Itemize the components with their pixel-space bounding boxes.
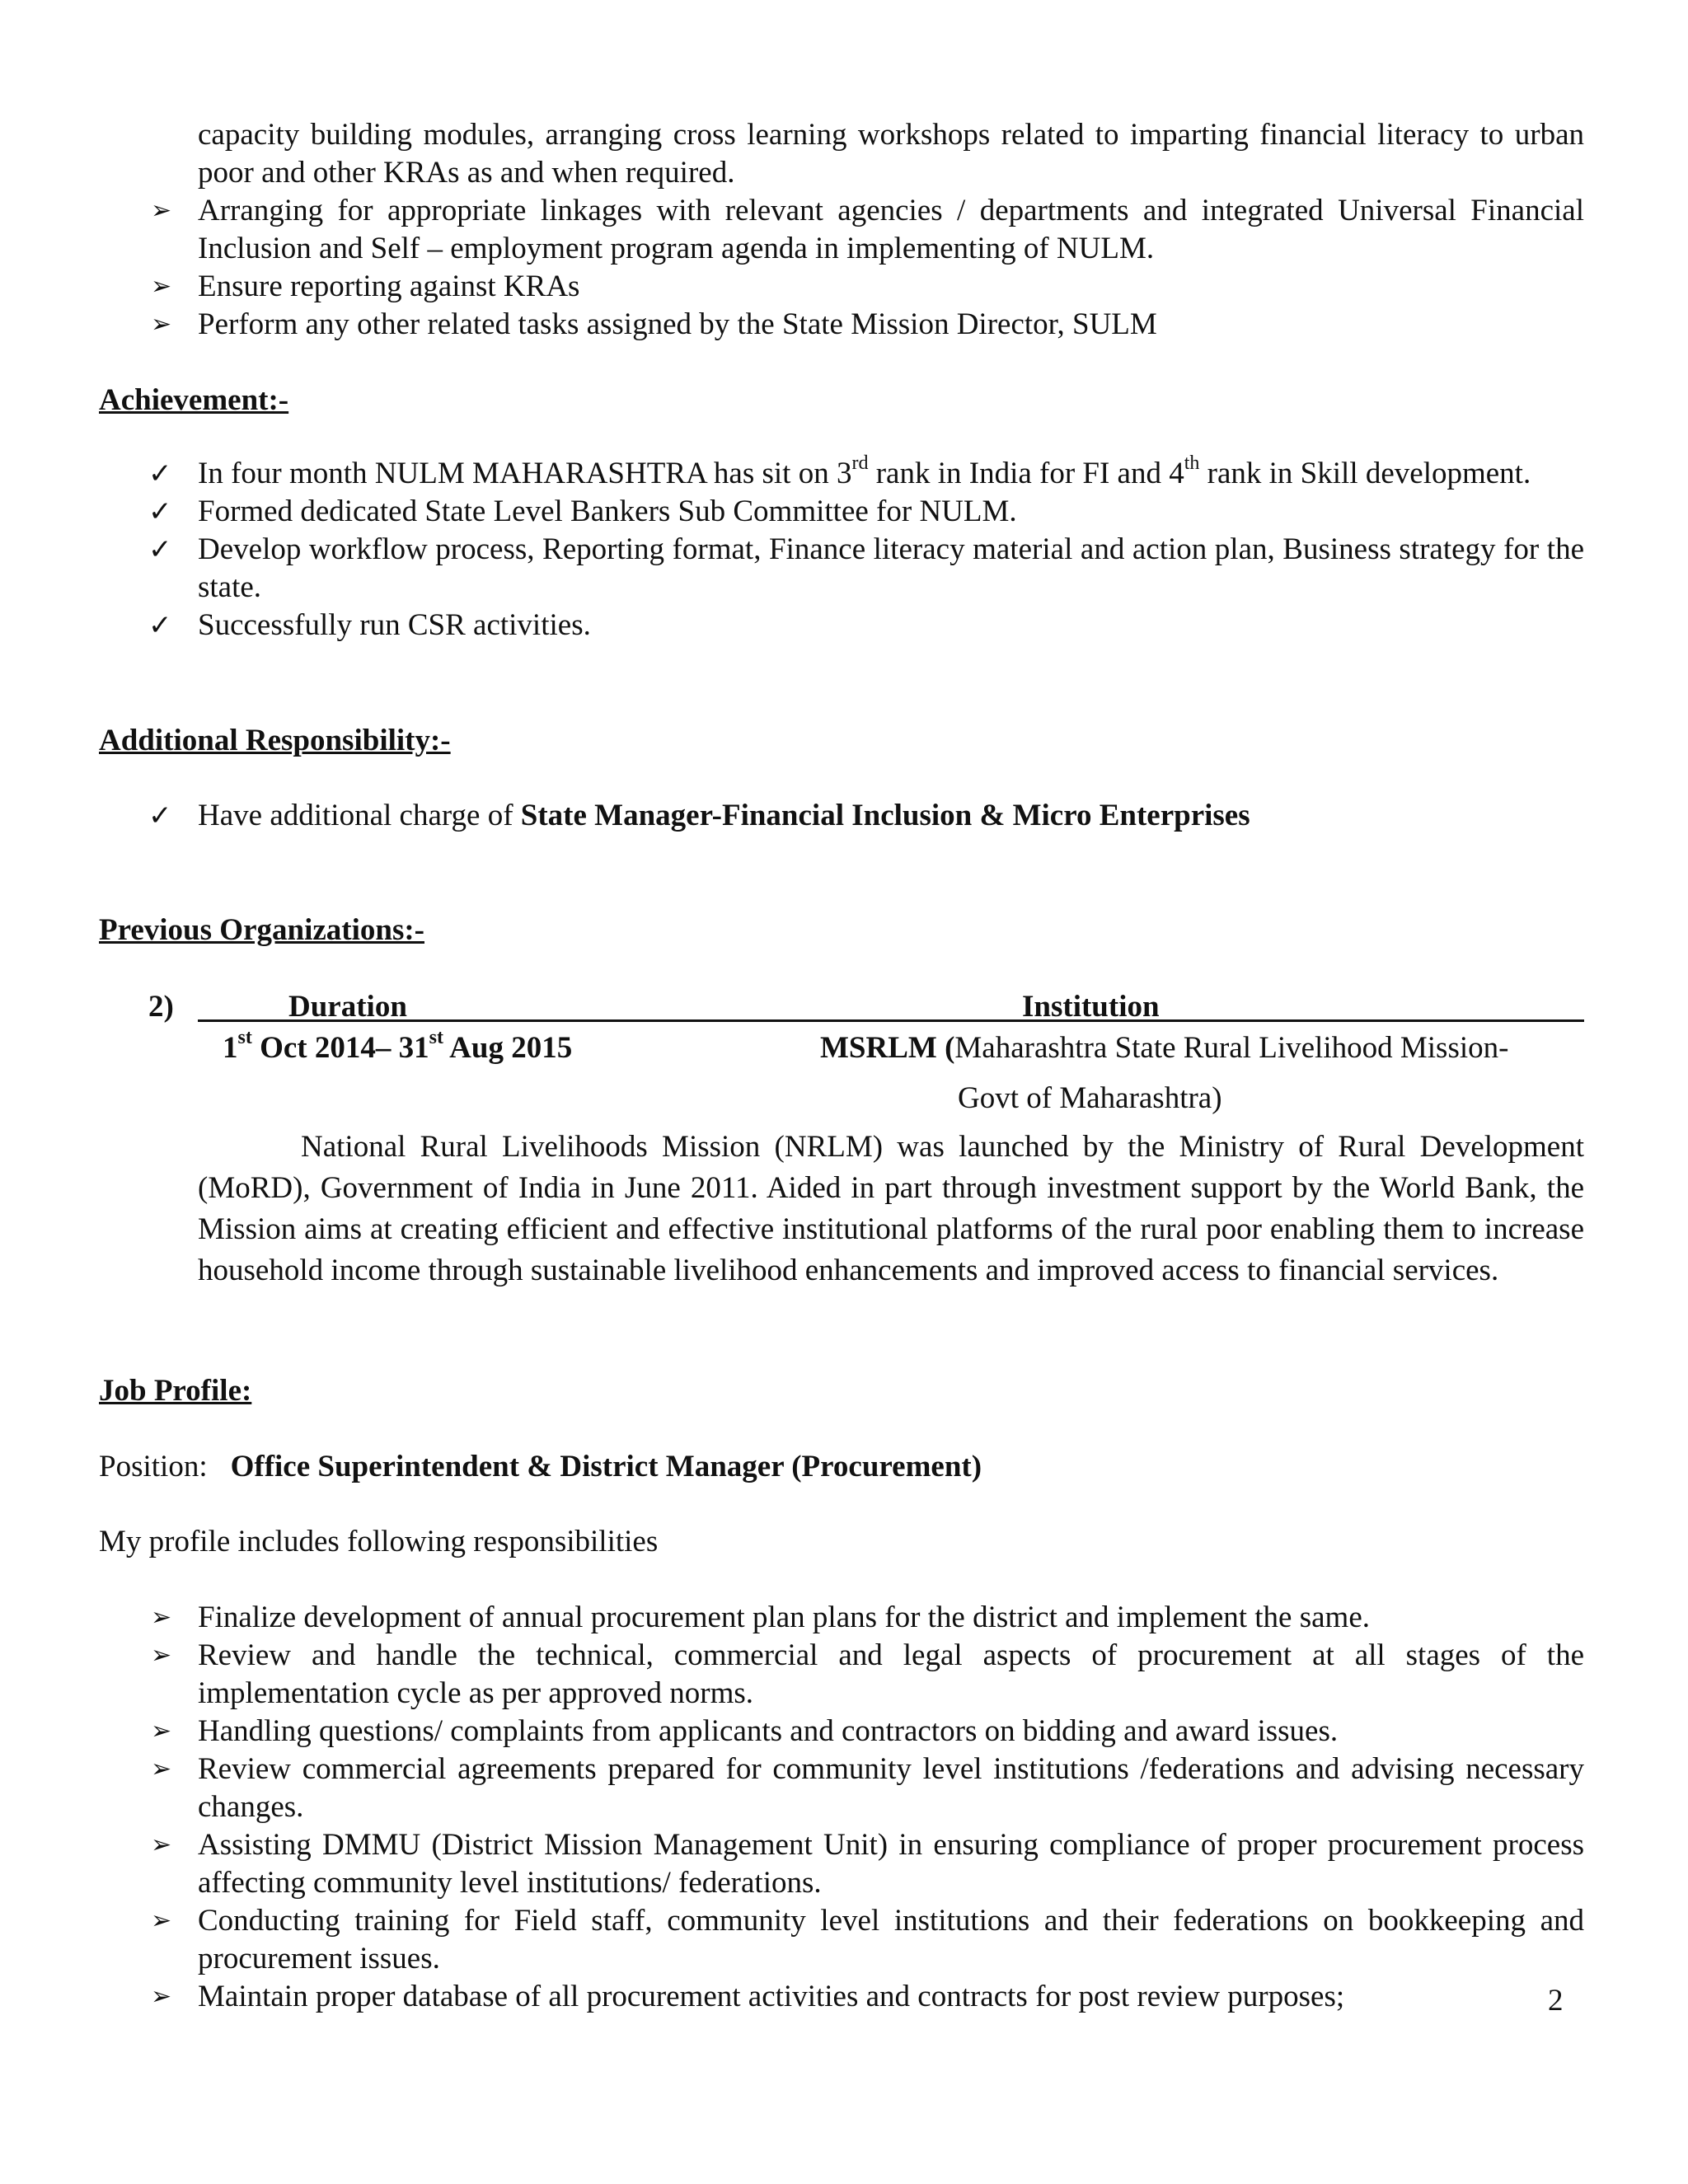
list-item: ➢ Handling questions/ complaints from applicants and contractors on bidding and award issues. [0,1713,1584,1750]
list-item: ✓ Successfully run CSR activities. [0,607,1584,644]
checkmark-bullet-icon: ✓ [148,495,172,528]
arrow-bullet-icon: ➢ [151,1717,172,1746]
list-item: ✓ Develop workflow process, Reporting format, Finance literacy material and action plan, Business strategy for the state. [148,532,1584,604]
list-item: ➢ Review commercial agreements prepared for community level institutions /federations and advising necessary changes. [151,1752,1584,1824]
arrow-bullet-icon: ➢ [151,1755,172,1783]
institution-name: MSRLM (Maharashtra State Rural Livelihood Mission- [820,1031,1509,1065]
list-item: ➢ Finalize development of annual procurement plan plans for the district and implement the same. [0,1599,1584,1637]
arrow-bullet-icon: ➢ [151,1982,172,2011]
arrow-bullet-icon: ➢ [151,1906,172,1935]
list-item: ✓ In four month NULM MAHARASHTRA has sit on 3rd rank in India for FI and 4th rank in Skill development. [0,455,1584,493]
list-item: ➢ Perform any other related tasks assigned by the State Mission Director, SULM [0,306,1584,344]
achievement-heading: Achievement:- [99,383,289,417]
achievement-list [0,452,1688,644]
list-item: ➢ Assisting DMMU (District Mission Management Unit) in ensuring compliance of proper procurement process affecting community level institutions/ federations. [151,1828,1584,1900]
nulm-task-list [0,192,1688,344]
list-item: ➢ Conducting training for Field staff, community level institutions and their federations on bookkeeping and procurement issues. [151,1904,1584,1975]
arrow-bullet-icon: ➢ [151,1641,172,1670]
list-item: ✓ Formed dedicated State Level Bankers Sub Committee for NULM. [0,493,1584,531]
intro-continuation: capacity building modules, arranging cross learning workshops related to imparting financial literacy to urban poor and other KRAs as and when required. [198,118,1584,190]
arrow-bullet-icon: ➢ [151,310,172,339]
list-item: ✓ Have additional charge of State Manager-Financial Inclusion & Micro Enterprises [0,797,1584,835]
nrlm-description: National Rural Livelihoods Mission (NRLM) was launched by the Ministry of Rural Development (MoRD), Government of India in June 2011. Aided in part through investment support by the World Bank, the Mission aims at creating efficient and effective institutional platforms of the rural poor enabling them to increase household income through sustainable livelihood enhancements and improved access to financial services. [198,1130,1584,1287]
responsibility-list [0,1599,1688,2016]
header-rule [198,1019,1584,1022]
arrow-bullet-icon: ➢ [151,196,172,225]
checkmark-bullet-icon: ✓ [148,533,172,566]
checkmark-bullet-icon: ✓ [148,799,172,832]
institution-column-header: Institution [1022,990,1160,1024]
arrow-bullet-icon: ➢ [151,1603,172,1632]
arrow-bullet-icon: ➢ [151,272,172,301]
arrow-bullet-icon: ➢ [151,1830,172,1859]
job-profile-heading: Job Profile: [99,1374,252,1408]
checkmark-bullet-icon: ✓ [148,457,172,490]
checkmark-bullet-icon: ✓ [148,609,172,642]
previous-organizations-heading: Previous Organizations:- [99,913,424,947]
page-number: 2 [1548,1984,1564,2018]
list-item: ➢ Maintain proper database of all procurement activities and contracts for post review purposes; [0,1978,1584,2016]
list-item: ➢ Ensure reporting against KRAs [0,268,1584,306]
entry-number: 2) [148,990,174,1024]
profile-intro: My profile includes following responsibilities [99,1525,659,1558]
duration-column-header: Duration [288,990,407,1024]
duration-dates: 1st Oct 2014– 31st Aug 2015 [223,1026,573,1065]
additional-responsibility-heading: Additional Responsibility:- [99,724,451,757]
institution-name-line2: Govt of Maharashtra) [958,1081,1222,1115]
list-item: ➢ Review and handle the technical, commercial and legal aspects of procurement at all stages of the implementation cycle as per approved norms. [151,1638,1584,1710]
list-item: ➢ Arranging for appropriate linkages with relevant agencies / departments and integrated Universal Financial Inclusion and Self – employment program agenda in implementing of NULM. [151,194,1584,265]
position-line: Position: Office Superintendent & District Manager (Procurement) [99,1450,982,1483]
additional-list [0,797,1688,835]
